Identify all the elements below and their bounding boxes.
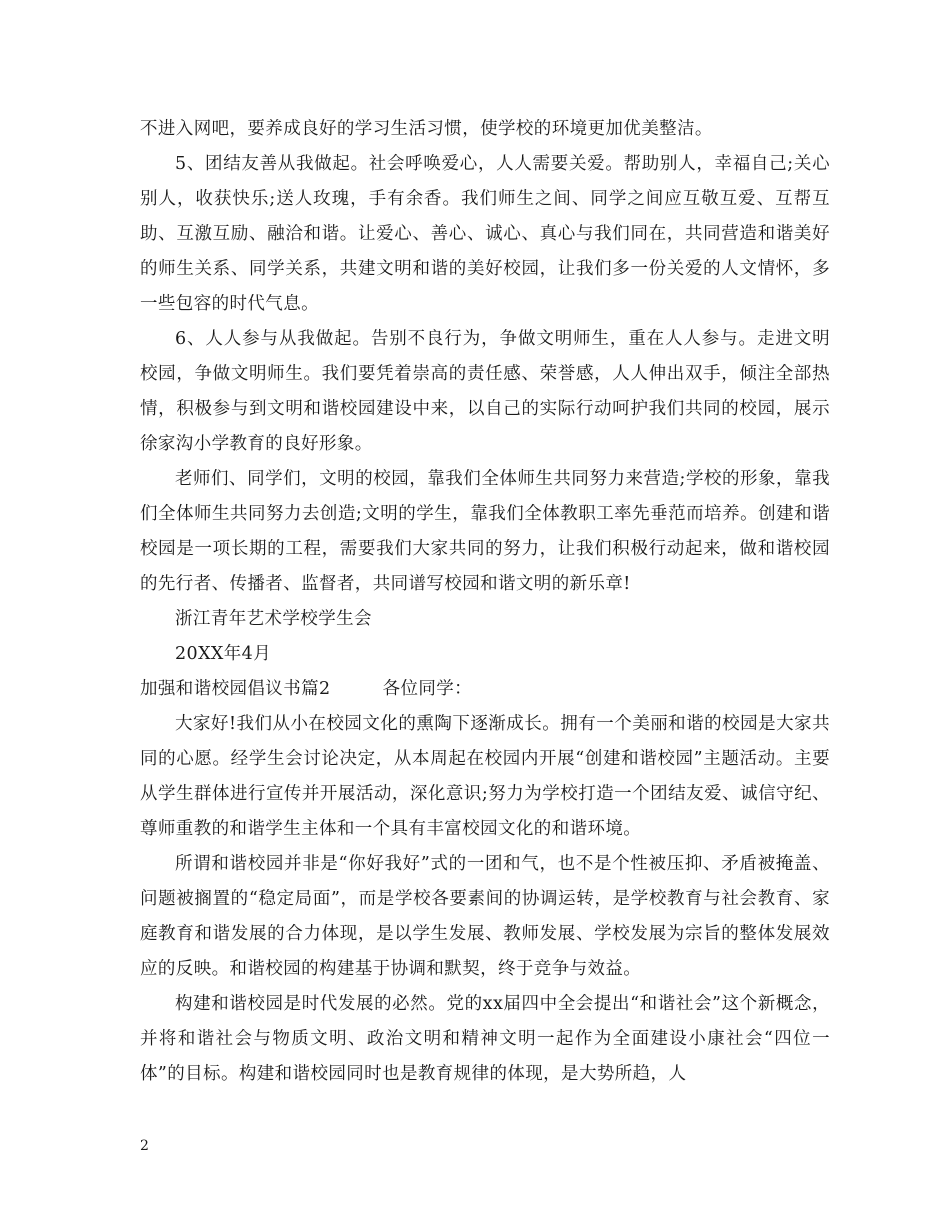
- page-number: 2: [140, 1138, 149, 1154]
- paragraph: 大家好!我们从小在校园文化的熏陶下逐渐成长。拥有一个美丽和谐的校园是大家共同的心愿。经学生会讨论决定，从本周起在校园内开展“创建和谐校园”主题活动。主要从学生群体进行宣传并开展活动，深化意识;努力为学校打造一个团结友爱、诚信守纪、尊师重教的和谐学生主体和一个具有丰富校园文化的和谐环境。: [140, 714, 830, 839]
- salutation: 各位同学：: [382, 679, 473, 699]
- paragraph: 所谓和谐校园并非是“你好我好”式的一团和气，也不是个性被压抑、矛盾被掩盖、问题被搁置的“稳定局面”，而是学校各要素间的协调运转，是学校教育与社会教育、家庭教育和谐发展的合力体现，是以学生发展、教师发展、学校发展为宗旨的整体发展效应的反映。和谐校园的构建基于协调和默契，终于竞争与效益。: [140, 854, 830, 979]
- paragraph: 构建和谐校园是时代发展的必然。党的xx届四中全会提出“和谐社会”这个新概念，并将和谐社会与物质文明、政治文明和精神文明一起作为全面建设小康社会“四位一体”的目标。构建和谐校园同时也是教育规律的体现，是大势所趋，人: [140, 994, 830, 1084]
- document-body: [140, 112, 830, 1092]
- signature-date: 20XX年4月: [175, 644, 272, 664]
- paragraph: 不进入网吧，要养成良好的学习生活习惯，使学校的环境更加优美整洁。: [140, 119, 713, 139]
- signature-organization: 浙江青年艺术学校学生会: [175, 609, 372, 629]
- section-heading-line: [140, 672, 830, 707]
- paragraph: 5、团结友善从我做起。社会呼唤爱心，人人需要关爱。帮助别人，幸福自己;关心别人，收获快乐;送人玫瑰，手有余香。我们师生之间、同学之间应互敬互爱、互帮互助、互激互励、融洽和谐。让爱心、善心、诚心、真心与我们同在，共同营造和谐美好的师生关系、同学关系，共建文明和谐的美好校园，让我们多一份关爱的人文情怀，多一些包容的时代气息。: [140, 154, 830, 314]
- paragraph: 6、人人参与从我做起。告别不良行为，争做文明师生，重在人人参与。走进文明校园，争做文明师生。我们要凭着崇高的责任感、荣誉感，人人伸出双手，倾注全部热情，积极参与到文明和谐校园建设中来，以自己的实际行动呵护我们共同的校园，展示徐家沟小学教育的良好形象。: [140, 329, 830, 454]
- paragraph: 老师们、同学们，文明的校园，靠我们全体师生共同努力来营造;学校的形象，靠我们全体师生共同努力去创造;文明的学生，靠我们全体教职工率先垂范而培养。创建和谐校园是一项长期的工程，需要我们大家共同的努力，让我们积极行动起来，做和谐校园的先行者、传播者、监督者，共同谱写校园和谐文明的新乐章!: [140, 469, 830, 594]
- section-heading: 加强和谐校园倡议书篇2: [140, 679, 331, 699]
